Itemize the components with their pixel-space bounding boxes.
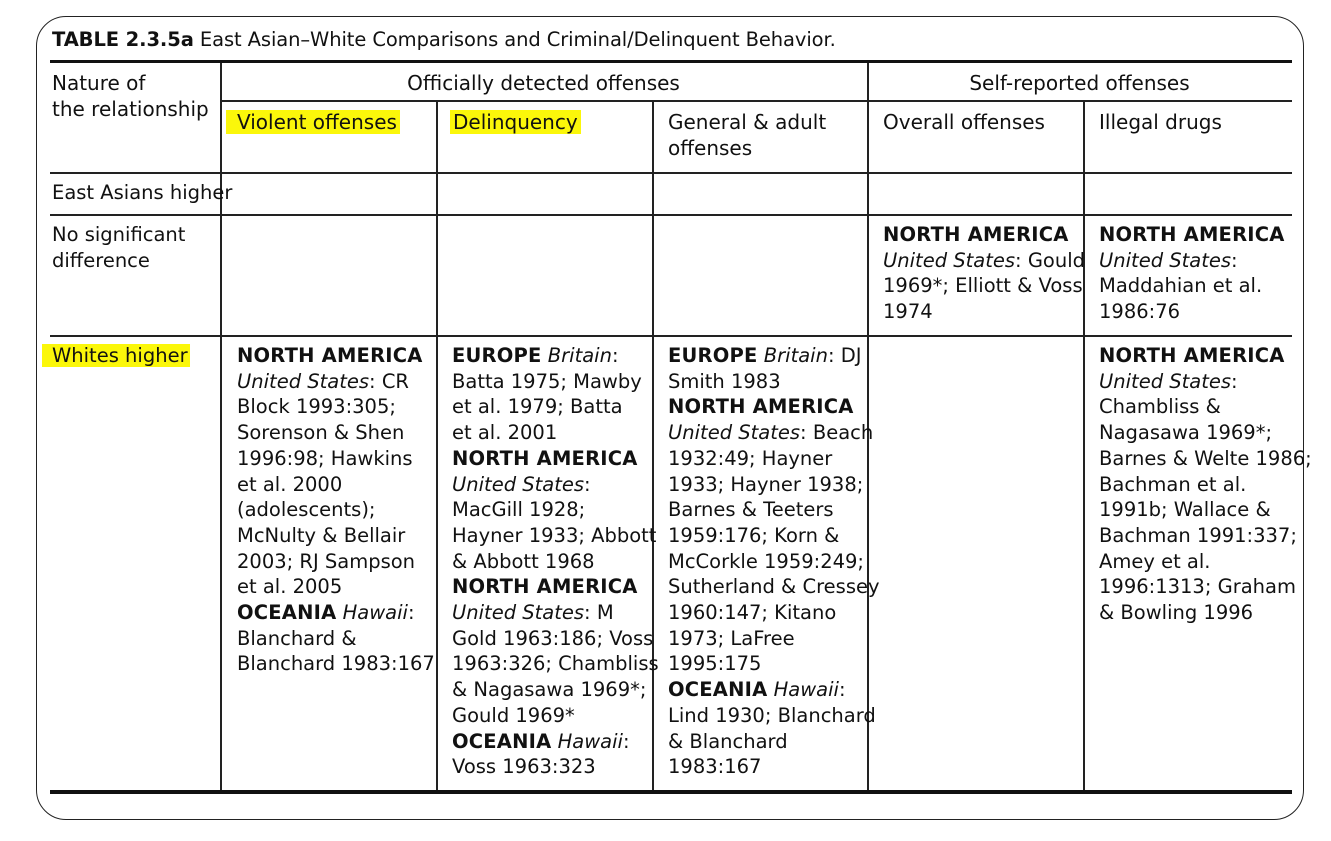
cell-line: [452, 446, 659, 472]
cell-line: [1099, 574, 1312, 600]
citation-text: Gold 1963:186; Voss: [452, 626, 654, 650]
citation-text: 1969*; Elliott & Voss: [883, 274, 1083, 298]
country-label: United States: [883, 248, 1016, 272]
citation-text: Maddahian et al.: [1099, 274, 1263, 298]
country-label: United States: [452, 601, 585, 625]
region-label: OCEANIA: [668, 678, 768, 702]
citation-text: & Abbott 1968: [452, 549, 595, 573]
country-label: United States: [452, 472, 585, 496]
citation-text: 1983:167: [668, 755, 762, 779]
cell-line: [237, 626, 435, 652]
region-label: NORTH AMERICA: [668, 395, 854, 419]
cell-line: [668, 703, 880, 729]
cell-line: [1099, 299, 1285, 325]
cell-line: [237, 446, 435, 472]
region-label: OCEANIA: [237, 601, 337, 625]
cell-whites-violent: [237, 343, 435, 677]
citation-text: Sorenson & Shen: [237, 421, 405, 445]
cell-line: [237, 651, 435, 677]
country-label: Britain: [763, 344, 828, 367]
citation-text: 1960:147; Kitano: [668, 601, 837, 625]
cell-line: [668, 472, 880, 498]
cell-line: [668, 369, 880, 395]
row-divider-no-difference: [50, 335, 1292, 337]
citation-text: et al. 2005: [237, 575, 343, 599]
bottom-rule: [50, 790, 1292, 794]
cell-line: [237, 369, 435, 395]
citation-text: & Bowling 1996: [1099, 601, 1254, 625]
cell-line: [1099, 420, 1312, 446]
citation-text: McCorkle 1959:249;: [668, 549, 864, 573]
country-label: Hawaii: [342, 601, 408, 625]
citation-text: 1973; LaFree: [668, 626, 795, 650]
cell-whites-delinquency: [452, 343, 659, 780]
cell-line: [1099, 248, 1285, 274]
country-label: Hawaii: [773, 678, 839, 702]
cell-line: [237, 394, 435, 420]
region-label: OCEANIA: [452, 729, 552, 753]
cell-whites-drugs: [1099, 343, 1312, 626]
citation-text: Lind 1930; Blanchard: [668, 703, 876, 727]
cell-line: [668, 446, 880, 472]
country-label: United States: [668, 421, 801, 445]
citation-text: (adolescents);: [237, 498, 376, 522]
cell-line: [1099, 446, 1312, 472]
citation-text: :: [1231, 369, 1238, 393]
cell-line: [452, 729, 659, 755]
cell-line: [883, 222, 1085, 248]
cell-line: [1099, 549, 1312, 575]
citation-text: : Gould: [1015, 248, 1086, 272]
citation-text: Gould 1969*: [452, 703, 575, 727]
citation-text: :: [1231, 248, 1238, 272]
col-header-general: General & adult offenses: [668, 110, 827, 160]
region-label: NORTH AMERICA: [1099, 223, 1285, 246]
citation-text: Bachman 1991:337;: [1099, 523, 1297, 547]
cell-line: [452, 574, 659, 600]
citation-text: 1974: [883, 300, 933, 324]
citation-text: :: [622, 729, 630, 753]
header-bottom-rule: [50, 172, 1292, 174]
country-label: Hawaii: [557, 729, 623, 753]
row-label-whites-higher: Whites higher: [42, 343, 190, 369]
citation-text: : M: [584, 601, 614, 625]
cell-line: [883, 248, 1085, 274]
cell-line: [883, 273, 1085, 299]
region-label: EUROPE: [452, 344, 542, 367]
citation-text: Chambliss &: [1099, 395, 1221, 419]
cell-line: [668, 497, 880, 523]
cell-line: [452, 472, 659, 498]
region-label: EUROPE: [668, 344, 758, 367]
citation-text: 1963:326; Chambliss: [452, 652, 659, 676]
cell-line: [1099, 343, 1312, 369]
citation-text: 1986:76: [1099, 300, 1181, 324]
cell-line: [668, 651, 880, 677]
col-divider-2: [436, 100, 438, 790]
country-label: United States: [1099, 248, 1232, 272]
citation-text: :: [838, 678, 846, 702]
cell-line: [452, 497, 659, 523]
citation-text: Smith 1983: [668, 369, 781, 393]
cell-line: [452, 677, 659, 703]
citation-text: et al. 2001: [452, 421, 558, 445]
citation-text: MacGill 1928;: [452, 498, 586, 522]
row-label-east-asians-higher: East Asians higher: [52, 181, 233, 204]
table-caption: East Asian–White Comparisons and Criminal/Delinquent Behavior.: [199, 28, 836, 51]
region-label: NORTH AMERICA: [237, 344, 423, 367]
citation-text: Bachman et al.: [1099, 472, 1247, 496]
region-label: NORTH AMERICA: [883, 223, 1069, 246]
cell-no-difference-overall: [883, 222, 1085, 325]
group-header-official: Officially detected offenses: [407, 71, 680, 95]
cell-line: [883, 299, 1085, 325]
cell-line: [668, 754, 880, 780]
cell-line: [1099, 472, 1312, 498]
cell-line: [668, 574, 880, 600]
group-header-self-reported: Self-reported offenses: [969, 71, 1190, 95]
citation-text: :: [407, 601, 415, 625]
citation-text: 1933; Hayner 1938;: [668, 472, 864, 496]
region-label: NORTH AMERICA: [1099, 344, 1285, 367]
col-header-delinquency: Delinquency: [450, 110, 581, 136]
citation-text: : CR: [369, 369, 409, 393]
cell-line: [237, 343, 435, 369]
top-rule: [50, 60, 1292, 63]
cell-line: [237, 523, 435, 549]
country-label: United States: [237, 369, 370, 393]
cell-line: [237, 472, 435, 498]
cell-line: [452, 754, 659, 780]
table-title: [52, 28, 836, 51]
country-label: Britain: [547, 344, 612, 367]
citation-text: 2003; RJ Sampson: [237, 549, 416, 573]
citation-text: Blanchard &: [237, 626, 357, 650]
cell-line: [452, 651, 659, 677]
cell-line: [668, 729, 880, 755]
citation-text: :: [584, 472, 591, 496]
cell-line: [452, 369, 659, 395]
citation-text: Batta 1975; Mawby: [452, 369, 642, 393]
country-label: United States: [1099, 369, 1232, 393]
col-header-drugs: Illegal drugs: [1099, 110, 1222, 134]
cell-line: [237, 574, 435, 600]
cell-line: [237, 497, 435, 523]
cell-whites-general: [668, 343, 880, 780]
citation-text: Barnes & Welte 1986;: [1099, 446, 1312, 470]
cell-line: [668, 677, 880, 703]
citation-text: 1991b; Wallace &: [1099, 498, 1271, 522]
citation-text: Nagasawa 1969*;: [1099, 421, 1273, 445]
citation-text: McNulty & Bellair: [237, 523, 406, 547]
table-number: TABLE 2.3.5a: [52, 28, 194, 51]
cell-line: [1099, 600, 1312, 626]
col-header-overall: Overall offenses: [883, 110, 1045, 134]
citation-text: Amey et al.: [1099, 549, 1211, 573]
region-label: NORTH AMERICA: [452, 575, 638, 599]
col-header-violent: Violent offenses: [226, 110, 400, 136]
citation-text: 1996:1313; Graham: [1099, 575, 1296, 599]
citation-text: Block 1993:305;: [237, 395, 396, 419]
row-divider-east-asians: [50, 214, 1292, 216]
cell-line: [668, 420, 880, 446]
cell-line: [1099, 394, 1312, 420]
cell-line: [237, 600, 435, 626]
cell-line: [452, 523, 659, 549]
citation-text: :: [611, 344, 619, 367]
cell-line: [452, 420, 659, 446]
row-header-label: Nature of the relationship: [52, 71, 209, 121]
citation-text: : Beach: [800, 421, 874, 445]
row-label-no-difference: No significant difference: [52, 223, 186, 272]
cell-line: [668, 626, 880, 652]
cell-line: [1099, 523, 1312, 549]
cell-line: [668, 523, 880, 549]
citation-text: Hayner 1933; Abbott: [452, 523, 657, 547]
cell-line: [452, 626, 659, 652]
cell-line: [452, 549, 659, 575]
cell-line: [237, 420, 435, 446]
citation-text: et al. 2000: [237, 472, 343, 496]
citation-text: 1996:98; Hawkins: [237, 446, 413, 470]
cell-line: [452, 343, 659, 369]
region-label: NORTH AMERICA: [452, 446, 638, 470]
cell-line: [237, 549, 435, 575]
citation-text: 1959:176; Korn &: [668, 523, 840, 547]
citation-text: & Blanchard: [668, 729, 788, 753]
citation-text: & Nagasawa 1969*;: [452, 678, 647, 702]
citation-text: Voss 1963:323: [452, 755, 596, 779]
citation-text: 1932:49; Hayner: [668, 446, 833, 470]
cell-line: [452, 394, 659, 420]
citation-text: Barnes & Teeters: [668, 498, 834, 522]
citation-text: Sutherland & Cressey: [668, 575, 880, 599]
citation-text: Blanchard 1983:167: [237, 652, 435, 676]
citation-text: et al. 1979; Batta: [452, 395, 623, 419]
cell-line: [452, 600, 659, 626]
cell-line: [668, 394, 880, 420]
cell-line: [1099, 497, 1312, 523]
cell-line: [668, 549, 880, 575]
cell-no-difference-drugs: [1099, 222, 1285, 325]
col-divider-1: [220, 63, 222, 790]
cell-line: [1099, 273, 1285, 299]
col-divider-5: [1083, 100, 1085, 790]
cell-line: [1099, 222, 1285, 248]
group-header-divider: [220, 100, 1292, 102]
cell-line: [1099, 369, 1312, 395]
cell-line: [668, 600, 880, 626]
citation-text: 1995:175: [668, 652, 762, 676]
citation-text: : DJ: [827, 344, 862, 367]
cell-line: [452, 703, 659, 729]
cell-line: [668, 343, 880, 369]
